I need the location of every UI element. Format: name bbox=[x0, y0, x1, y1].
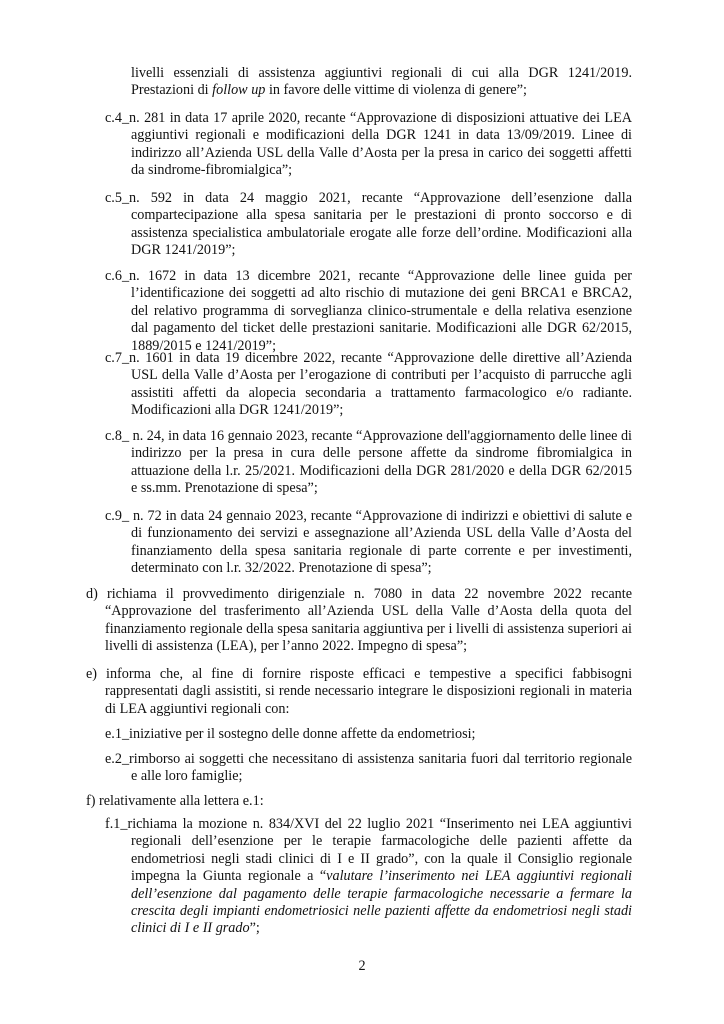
list-item-f1 bbox=[105, 816, 632, 938]
item-label: c.4_ bbox=[105, 110, 130, 126]
item-text: iniziative per il sostegno delle donne affette da endometriosi; bbox=[129, 726, 476, 742]
paragraph-e bbox=[86, 666, 632, 718]
item-label: f) bbox=[86, 793, 96, 809]
item-text: informa che, al fine di fornire risposte efficaci e tempestive a specifici fabbisogni rappresentati dagli assistiti, si rende necessario integrare le disposizioni regionali in materia di LEA aggiuntivi regionali con: bbox=[105, 666, 633, 717]
item-text: n. 1672 in data 13 dicembre 2021, recante “Approvazione delle linee guida per l’identificazione dei soggetti ad alto rischio di mutazione dei geni BRCA1 e BRCA2, del relativo programma di sorveglianza clinico-strumentale e della relativa esenzione dal pagamento del ticket delle prestazioni sanitarie. Modificazioni alle DGR 62/2015, 1889/2015 e 1241/2019”; bbox=[129, 268, 632, 354]
item-label: e) bbox=[86, 666, 98, 682]
page-number: 2 bbox=[358, 958, 366, 974]
list-item-c7 bbox=[105, 350, 632, 420]
item-text: richiama la mozione n. 834/XVI del 22 luglio 2021 “Inserimento nei LEA aggiuntivi regionali dell’esenzione per le terapie farmacologiche delle pazienti affette da endometriosi negli stadi clinici di I e II grado”, con la quale il Consiglio regionale impegna la Giunta regionale a “ bbox=[127, 816, 632, 885]
item-text: relativamente alla lettera e.1: bbox=[99, 793, 264, 809]
paragraph-d bbox=[86, 586, 632, 656]
item-label: f.1_ bbox=[105, 816, 128, 832]
list-item-c5 bbox=[105, 190, 632, 260]
list-item-c6 bbox=[105, 268, 632, 355]
continuation-italic: follow up bbox=[212, 82, 266, 99]
list-item-c4 bbox=[105, 110, 632, 180]
item-label: c.6_ bbox=[105, 268, 130, 284]
item-text: n. 24, in data 16 gennaio 2023, recante “Approvazione dell'aggiornamento delle linee di indirizzo per la presa in cura delle persone affette da sindrome fibromialgica in attuazione della l.r. 25/2021. Modificazioni della DGR 281/2020 e della DGR 62/2015 e ss.mm. Prenotazione di spesa”; bbox=[129, 428, 632, 497]
list-item-e1 bbox=[105, 726, 632, 743]
continuation-paragraph bbox=[131, 65, 632, 100]
item-text: n. 281 in data 17 aprile 2020, recante “Approvazione di disposizioni attuative dei LEA aggiuntivi regionali e modificazioni della DGR 1241 in data 13/09/2019. Linee di indirizzo all’Azienda USL della Valle d’Aosta per la presa in carico dei soggetti affetti da sindrome-fibromialgica”; bbox=[129, 110, 632, 179]
item-text-end: ”; bbox=[249, 920, 260, 937]
item-text: rimborso ai soggetti che necessitano di assistenza sanitaria fuori dal territorio regionale e alle loro famiglie; bbox=[129, 751, 632, 785]
item-label: e.1_ bbox=[105, 726, 130, 742]
continuation-end: in favore delle vittime di violenza di genere”; bbox=[265, 82, 527, 99]
paragraph-f bbox=[86, 793, 632, 810]
list-item-c9 bbox=[105, 508, 632, 578]
continuation-text: livelli essenziali di assistenza aggiuntivi regionali di cui alla DGR 1241/2019. Prestazioni di bbox=[131, 65, 632, 99]
item-italic-quote: valutare l’inserimento nei LEA aggiuntivi regionali dell’esenzione dal pagamento delle terapie farmacologiche necessarie a fermare la crescita degli impianti endometriosici nelle pazienti affette da endometriosi negli stadi clinici di I e II grado bbox=[131, 868, 632, 937]
item-label: d) bbox=[86, 586, 98, 602]
item-label: c.5_ bbox=[105, 190, 130, 206]
item-text: richiama il provvedimento dirigenziale n. 7080 in data 22 novembre 2022 recante “Approvazione del trasferimento all’Azienda USL della Valle d’Aosta della quota del finanziamento regionale della spesa sanitaria aggiuntiva per i livelli di assistenza superiori ai livelli di assistenza (LEA), per l’anno 2022. Impegno di spesa”; bbox=[105, 586, 632, 655]
item-label: c.9_ bbox=[105, 508, 130, 524]
item-label: c.7_ bbox=[105, 350, 130, 366]
item-text: n. 592 in data 24 maggio 2021, recante “Approvazione dell’esenzione dalla compartecipazione alla spesa sanitaria per le prestazioni di pronto soccorso e di assistenza specialistica ambulatoriale erogate alle forze dell’ordine. Modificazioni alla DGR 1241/2019”; bbox=[129, 190, 632, 259]
list-item-e2 bbox=[105, 751, 632, 786]
list-item-c8 bbox=[105, 428, 632, 498]
item-label: c.8_ bbox=[105, 428, 130, 444]
item-text: n. 72 in data 24 gennaio 2023, recante “Approvazione di indirizzi e obiettivi di salute e di funzionamento dei servizi e assegnazione all’Azienda USL della Valle d’Aosta del finanziamento della spesa sanitaria regionale di parte corrente e per investimenti, determinato con l.r. 32/2022. Prenotazione di spesa”; bbox=[129, 508, 632, 577]
item-text: n. 1601 in data 19 dicembre 2022, recante “Approvazione delle direttive all’Azienda USL della Valle d’Aosta per l’erogazione di contributi per l’acquisto di parrucche agli assistiti affetti da alopecia secondaria a trattamento farmacologico e/o radiante. Modificazioni alla DGR 1241/2019”; bbox=[129, 350, 632, 419]
item-label: e.2_ bbox=[105, 751, 130, 767]
